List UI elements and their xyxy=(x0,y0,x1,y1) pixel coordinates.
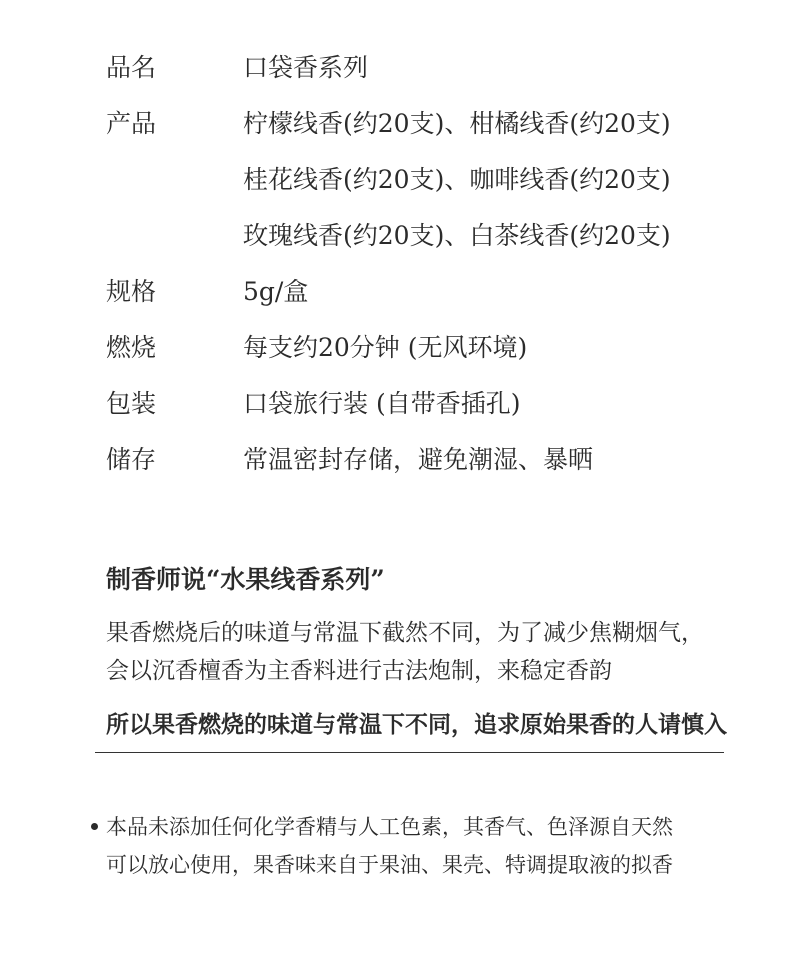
spec-label: 产品 xyxy=(106,109,157,138)
story-line: 会以沉香檀香为主香料进行古法炮制，来稳定香韵 xyxy=(106,658,612,684)
spec-label: 包装 xyxy=(106,389,157,418)
spec-values xyxy=(243,320,746,376)
spec-row-size xyxy=(106,264,746,320)
spec-values xyxy=(243,96,746,264)
spec-value: 常温密封存储，避免潮湿、暴晒 xyxy=(243,445,594,474)
spec-row-burn xyxy=(106,320,746,376)
story-line: 果香燃烧后的味道与常温下截然不同，为了减少焦糊烟气， xyxy=(106,620,704,646)
spec-values xyxy=(243,40,746,96)
spec-values xyxy=(243,432,746,488)
spec-row-products xyxy=(106,96,746,264)
bullet-icon xyxy=(91,823,98,830)
spec-label: 品名 xyxy=(106,53,157,82)
spec-value: 桂花线香(约20支)、咖啡线香(约20支) xyxy=(243,165,671,194)
spec-label: 规格 xyxy=(106,277,157,306)
spec-row-name xyxy=(106,40,746,96)
note-line xyxy=(90,846,750,884)
spec-value: 口袋香系列 xyxy=(243,53,369,82)
spec-values xyxy=(243,264,746,320)
spec-row-storage xyxy=(106,432,746,488)
story-emphasis: 所以果香燃烧的味道与常温下不同，追求原始果香的人请慎入 xyxy=(106,711,727,738)
story-title: 制香师说“水果线香系列” xyxy=(106,565,385,594)
perfumer-story xyxy=(106,560,746,744)
spec-row-package xyxy=(106,376,746,432)
spec-value: 5g/盒 xyxy=(243,277,309,306)
spec-value: 口袋旅行装 (自带香插孔) xyxy=(243,389,521,418)
ingredient-note xyxy=(90,808,750,884)
spec-label: 储存 xyxy=(106,445,157,474)
spec-values xyxy=(243,376,746,432)
note-text: 可以放心使用，果香味来自于果油、果壳、特调提取液的拟香 xyxy=(106,853,673,877)
spec-value: 每支约20分钟 (无风环境) xyxy=(243,333,528,362)
spec-table xyxy=(106,40,746,488)
divider xyxy=(95,752,724,753)
note-text: 本品未添加任何化学香精与人工色素，其香气、色泽源自天然 xyxy=(106,815,673,839)
spec-value: 玫瑰线香(约20支)、白茶线香(约20支) xyxy=(243,221,671,250)
note-line xyxy=(90,808,750,846)
spec-label: 燃烧 xyxy=(106,333,157,362)
spec-value: 柠檬线香(约20支)、柑橘线香(约20支) xyxy=(243,109,671,138)
